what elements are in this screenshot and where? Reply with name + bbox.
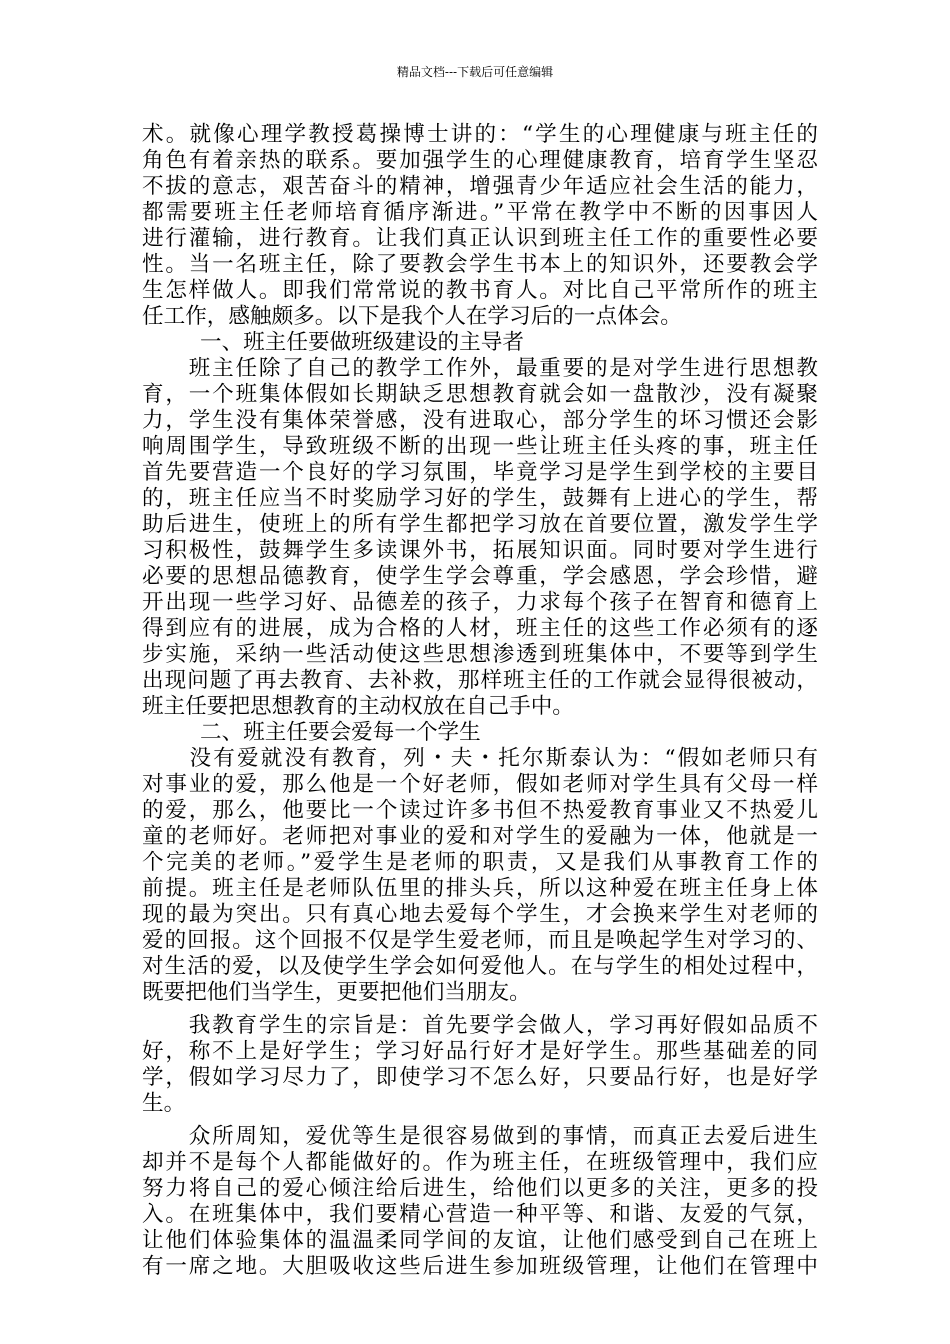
text-line: 助后进生，使班上的所有学生都把学习放在首要位置，激发学生学 bbox=[142, 512, 818, 537]
text-line: 众所周知，爱优等生是很容易做到的事情，而真正去爱后进生 bbox=[142, 1124, 818, 1149]
text-line: 对事业的爱，那么他是一个好老师，假如老师对学生具有父母一样 bbox=[142, 772, 818, 797]
text-line: 生怎样做人。即我们常常说的教书育人。对比自己平常所作的班主 bbox=[142, 278, 818, 303]
section-heading: 一、班主任要做班级建设的主导者 bbox=[200, 330, 524, 355]
text-line: 前提。班主任是老师队伍里的排头兵，所以这种爱在班主任身上体 bbox=[142, 876, 818, 901]
text-line: 对生活的爱，以及使学生学会如何爱他人。在与学生的相处过程中， bbox=[142, 954, 818, 979]
text-line: 却并不是每个人都能做好的。作为班主任，在班级管理中，我们应 bbox=[142, 1150, 818, 1175]
text-line: 班主任除了自己的教学工作外，最重要的是对学生进行思想教 bbox=[142, 356, 818, 381]
text-line: 术。就像心理学教授葛操博士讲的：“学生的心理健康与班主任的 bbox=[142, 122, 818, 147]
text-line: 现的最为突出。只有真心地去爱每个学生，才会换来学生对老师的 bbox=[142, 902, 818, 927]
text-line: 进行灌输，进行教育。让我们真正认识到班主任工作的重要性必要 bbox=[142, 226, 818, 251]
text-line: 生。 bbox=[142, 1091, 186, 1116]
text-line: 童的老师好。老师把对事业的爱和对学生的爱融为一体，他就是一 bbox=[142, 824, 818, 849]
text-line: 开出现一些学习好、品德差的孩子，力求每个孩子在智育和德育上 bbox=[142, 590, 818, 615]
text-line: 个完美的老师。”爱学生是老师的职责，又是我们从事教育工作的 bbox=[142, 850, 818, 875]
text-line: 习积极性，鼓舞学生多读课外书，拓展知识面。同时要对学生进行 bbox=[142, 538, 818, 563]
paragraph-gap bbox=[142, 1006, 818, 1013]
text-line: 必要的思想品德教育，使学生学会尊重，学会感恩，学会珍惜，避 bbox=[142, 564, 818, 589]
text-line: 好，称不上是好学生；学习好品行好才是好学生。那些基础差的同 bbox=[142, 1039, 818, 1064]
text-line: 爱的回报。这个回报不仅是学生爱老师，而且是唤起学生对学习的、 bbox=[142, 928, 818, 953]
section-heading: 二、班主任要会爱每一个学生 bbox=[200, 720, 481, 745]
page-header: 精品文档---下载后可任意编辑 bbox=[396, 65, 554, 79]
text-line: 让他们体验集体的温温柔同学间的友谊，让他们感受到自己在班上 bbox=[142, 1228, 818, 1253]
text-line: 努力将自己的爱心倾注给后进生，给他们以更多的关注，更多的投 bbox=[142, 1176, 818, 1201]
text-line: 出现问题了再去教育、去补救，那样班主任的工作就会显得很被动， bbox=[142, 668, 818, 693]
text-line: 学，假如学习尽力了，即使学习不怎么好，只要品行好，也是好学 bbox=[142, 1065, 818, 1090]
text-line: 角色有着亲热的联系。要加强学生的心理健康教育，培育学生坚忍 bbox=[142, 148, 818, 173]
text-line: 不拔的意志，艰苦奋斗的精神，增强青少年适应社会生活的能力， bbox=[142, 174, 818, 199]
text-line: 响周围学生，导致班级不断的出现一些让班主任头疼的事，班主任 bbox=[142, 434, 818, 459]
text-line: 任工作，感触颇多。以下是我个人在学习后的一点体会。 bbox=[142, 304, 682, 329]
text-line: 力，学生没有集体荣誉感，没有进取心，部分学生的坏习惯还会影 bbox=[142, 408, 818, 433]
text-line: 我教育学生的宗旨是：首先要学会做人，学习再好假如品质不 bbox=[142, 1013, 818, 1038]
text-line: 没有爱就没有教育，列・夫・托尔斯泰认为：“假如老师只有 bbox=[142, 746, 818, 771]
text-line: 有一席之地。大胆吸收这些后进生参加班级管理，让他们在管理中 bbox=[142, 1254, 818, 1279]
document-body bbox=[142, 122, 818, 1280]
text-line: 入。在班集体中，我们要精心营造一种平等、和谐、友爱的气氛， bbox=[142, 1202, 818, 1227]
text-line: 的，班主任应当不时奖励学习好的学生，鼓舞有上进心的学生，帮 bbox=[142, 486, 818, 511]
text-line: 育，一个班集体假如长期缺乏思想教育就会如一盘散沙，没有凝聚 bbox=[142, 382, 818, 407]
text-line: 既要把他们当学生，更要把他们当朋友。 bbox=[142, 980, 531, 1005]
text-line: 的爱，那么，他要比一个读过许多书但不热爱教育事业又不热爱儿 bbox=[142, 798, 818, 823]
text-line: 步实施，采纳一些活动使这些思想渗透到班集体中，不要等到学生 bbox=[142, 642, 818, 667]
text-line: 班主任要把思想教育的主动权放在自己手中。 bbox=[142, 694, 574, 719]
text-line: 得到应有的进展，成为合格的人材，班主任的这些工作必须有的逐 bbox=[142, 616, 818, 641]
text-line: 性。当一名班主任，除了要教会学生书本上的知识外，还要教会学 bbox=[142, 252, 818, 277]
text-line: 首先要营造一个良好的学习氛围，毕竟学习是学生到学校的主要目 bbox=[142, 460, 818, 485]
paragraph-gap bbox=[142, 1117, 818, 1124]
text-line: 都需要班主任老师培育循序渐进。”平常在教学中不断的因事因人 bbox=[142, 200, 818, 225]
